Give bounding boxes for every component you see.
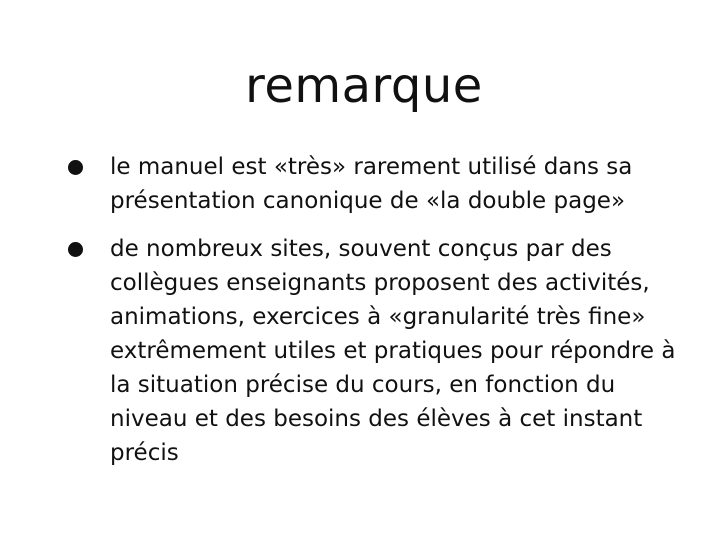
bullet-item-1 bbox=[62, 150, 682, 218]
bullet-text-2: de nombreux sites, souvent conçus par des collègues enseignants proposent des activités, animations, exercices à «granularité très fine» extrêmement utiles et pratiques pour répondre à la situation précise du cours, en fonction du niveau et des besoins des élèves à cet instant précis bbox=[110, 236, 676, 466]
bullet-list bbox=[62, 150, 682, 484]
bullet-text-1: le manuel est «très» rarement utilisé dans sa présentation canonique de «la double page» bbox=[110, 154, 633, 214]
bullet-item-2 bbox=[62, 232, 682, 470]
slide-title: remarque bbox=[245, 58, 483, 114]
bullet-point-icon bbox=[68, 242, 83, 257]
bullet-point-icon bbox=[68, 160, 83, 175]
